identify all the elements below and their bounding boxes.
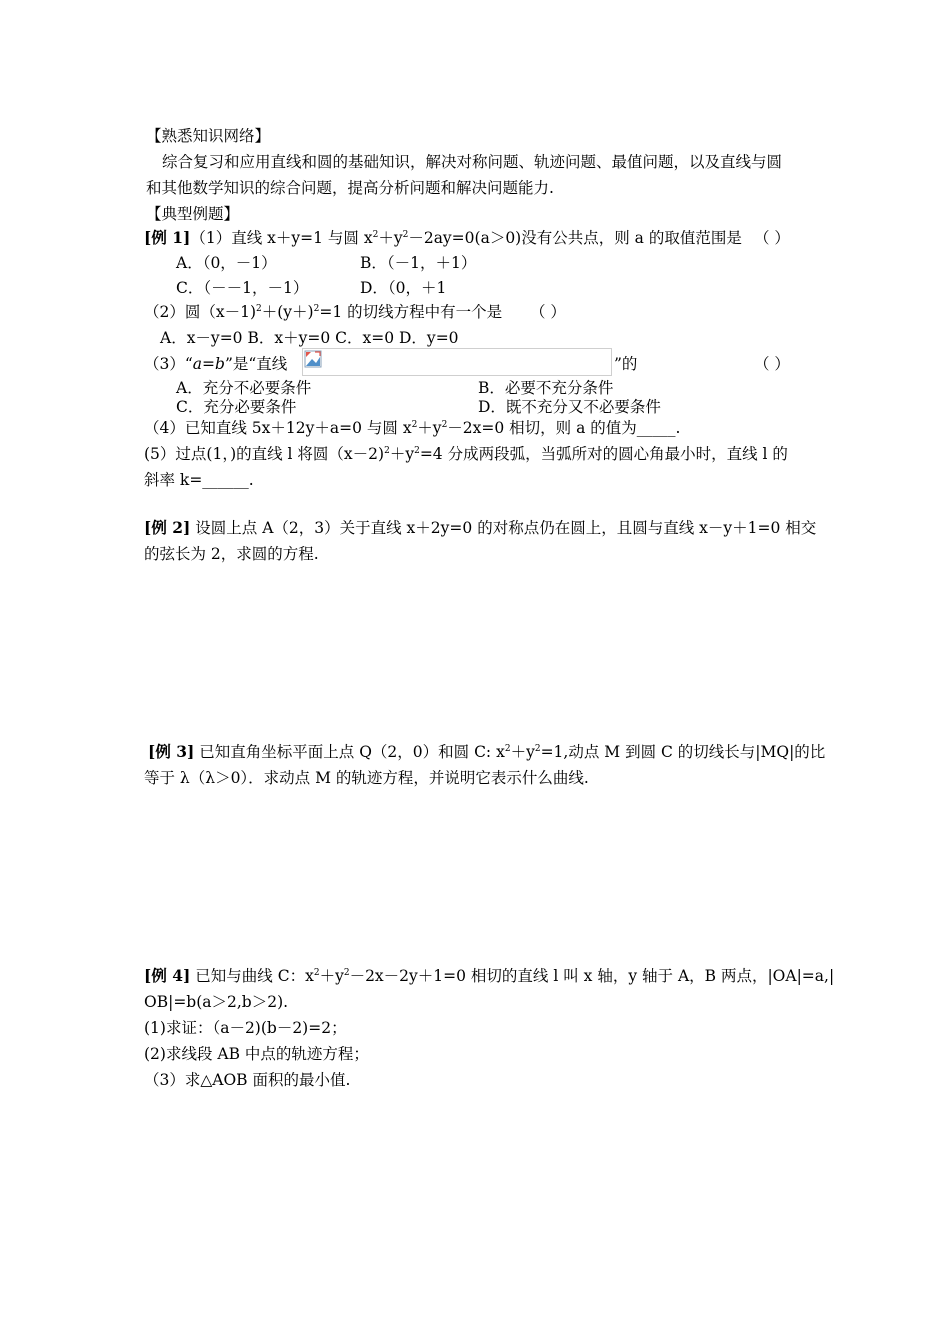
example-4-label: [例 4] xyxy=(144,966,191,985)
example-3-label: [例 3] xyxy=(148,742,195,761)
answer-paren-3: （ ） xyxy=(754,355,790,373)
answer-paren-1: （ ） xyxy=(754,229,790,247)
option-a: A．（0，－1） xyxy=(176,254,277,272)
example-4-part-1: (1)求证：（a－2)(b－2)=2； xyxy=(144,1019,347,1037)
example-1-question-4: （4）已知直线 5x＋12y＋a=0 与圆 $x^2+y^2-2x=0$ 相切，则 a 的值为_____. xyxy=(144,419,681,437)
example-4-line-2: OB|=b(a＞2,b＞2). xyxy=(144,993,289,1011)
example-4-part-3: （3）求△AOB 面积的最小值. xyxy=(144,1071,351,1089)
example-1-question-5-line-2: 斜率 k=______. xyxy=(144,471,254,489)
section-heading-knowledge: 【熟悉知识网络】 xyxy=(146,127,271,145)
broken-image-placeholder xyxy=(302,348,612,376)
intro-line-2: 和其他数学知识的综合问题，提高分析问题和解决问题能力. xyxy=(146,179,554,197)
broken-image-icon xyxy=(304,350,322,368)
example-2-label: [例 2] xyxy=(144,518,191,537)
question-3-option-d: D．既不充分又不必要条件 xyxy=(478,398,661,416)
example-2-line-1: [例 2] 设圆上点 A（2，3）关于直线 x＋2y=0 的对称点仍在圆上，且圆与直线 x－y＋1=0 相交 xyxy=(144,518,817,537)
question-3-option-c: C．充分必要条件 xyxy=(176,398,297,416)
example-3-line-2: 等于 λ（λ＞0）．求动点 M 的轨迹方程，并说明它表示什么曲线. xyxy=(144,769,589,787)
example-3-line-1: [例 3] 已知直角坐标平面上点 Q（2，0）和圆 C: $x^2+y^2=1$,动点 M 到圆 C 的切线长与|MQ|的比 xyxy=(148,742,826,761)
example-1-question-5: (5）过点(1，)的直线 l 将圆$(x-2)^2+y^2=4$ 分成两段弧，当弧所对的圆心角最小时，直线 l 的 xyxy=(144,445,788,463)
option-c: C．（－－1，－1） xyxy=(176,279,309,297)
option-b: B．（－1，＋1） xyxy=(360,254,477,272)
intro-line-1: 综合复习和应用直线和圆的基础知识，解决对称问题、轨迹问题、最值问题，以及直线与圆 xyxy=(162,153,783,171)
question-3-option-b: B．必要不充分条件 xyxy=(478,379,614,397)
section-heading-examples: 【典型例题】 xyxy=(146,205,240,223)
question-3-suffix: ”的 xyxy=(614,355,638,373)
question-2-options: A．x－y=0 B．x＋y=0 C．x=0 D．y=0 xyxy=(160,329,459,347)
example-2-line-2: 的弦长为 2，求圆的方程. xyxy=(144,545,319,563)
example-1-question-1: [例 1]（1）直线 x＋y=1 与圆 $x^2+y^2-2ay=0(a>0)$没有公共点，则 a 的取值范围是 xyxy=(144,228,742,247)
example-1-question-2: （2）圆$(x-1)^2+(y+)^2=1$ 的切线方程中有一个是 xyxy=(144,303,503,321)
example-1-label: [例 1] xyxy=(144,228,191,247)
answer-paren-2: （ ） xyxy=(530,303,566,321)
option-d: D．（0，＋1 xyxy=(360,279,447,297)
example-4-line-1: [例 4] 已知与曲线 C：$x^2+y^2-2x-2y+1=0$ 相切的直线 l 叫 x 轴，y 轴于 A，B 两点，|OA|=a,| xyxy=(144,966,835,985)
question-3-option-a: A．充分不必要条件 xyxy=(176,379,312,397)
example-4-part-2: (2)求线段 AB 中点的轨迹方程； xyxy=(144,1045,369,1063)
example-1-question-3: （3）“a=b”是“直线 xyxy=(144,355,288,373)
